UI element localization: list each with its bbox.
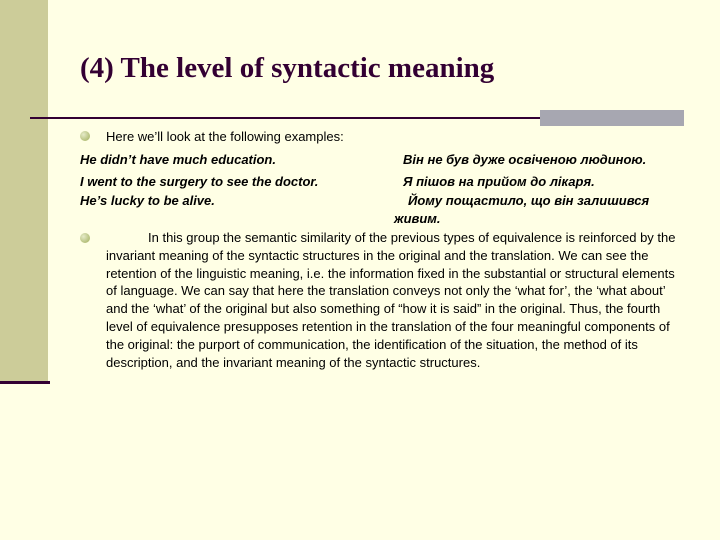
example-ukrainian-3: Йому пощастило, що він залишився	[408, 193, 650, 208]
example-ukrainian-2: Я пішов на прийом до лікаря.	[403, 174, 595, 189]
left-decorative-bar	[0, 0, 48, 383]
example-ukrainian-1: Він не був дуже освіченою людиною.	[403, 152, 647, 167]
divider-accent-block	[540, 110, 684, 126]
bullet-icon	[80, 233, 90, 243]
slide-title: (4) The level of syntactic meaning	[80, 52, 495, 84]
example-ukrainian-3-continued: живим.	[394, 211, 441, 226]
explanation-paragraph	[106, 229, 681, 371]
example-english-3: He’s lucky to be alive.	[80, 193, 215, 208]
example-english-1: He didn’t have much education.	[80, 152, 276, 167]
paragraph-text: In this group the semantic similarity of the previous types of equivalence is reinforced by the invariant meaning of the syntactic structures in the original and the translation. We can see the retention of the linguistic meaning, i.e. the information fixed in the substantial or structural elements of language. We can say that here the translation conveys not only the ‘what for’, the ‘what about’ and the ‘what’ of the original but also something of “how it is said” in the original. Thus, the fourth level of equivalence presupposes retention in the translation of the four meaningful components of the original: the purport of communication, the identification of the situation, the method of its description, and the invariant meaning of the syntactic structures.	[106, 230, 676, 370]
bullet-icon	[80, 131, 90, 141]
example-english-2: I went to the surgery to see the doctor.	[80, 174, 319, 189]
left-bar-underline	[0, 381, 50, 384]
intro-text: Here we’ll look at the following examples:	[106, 129, 344, 144]
